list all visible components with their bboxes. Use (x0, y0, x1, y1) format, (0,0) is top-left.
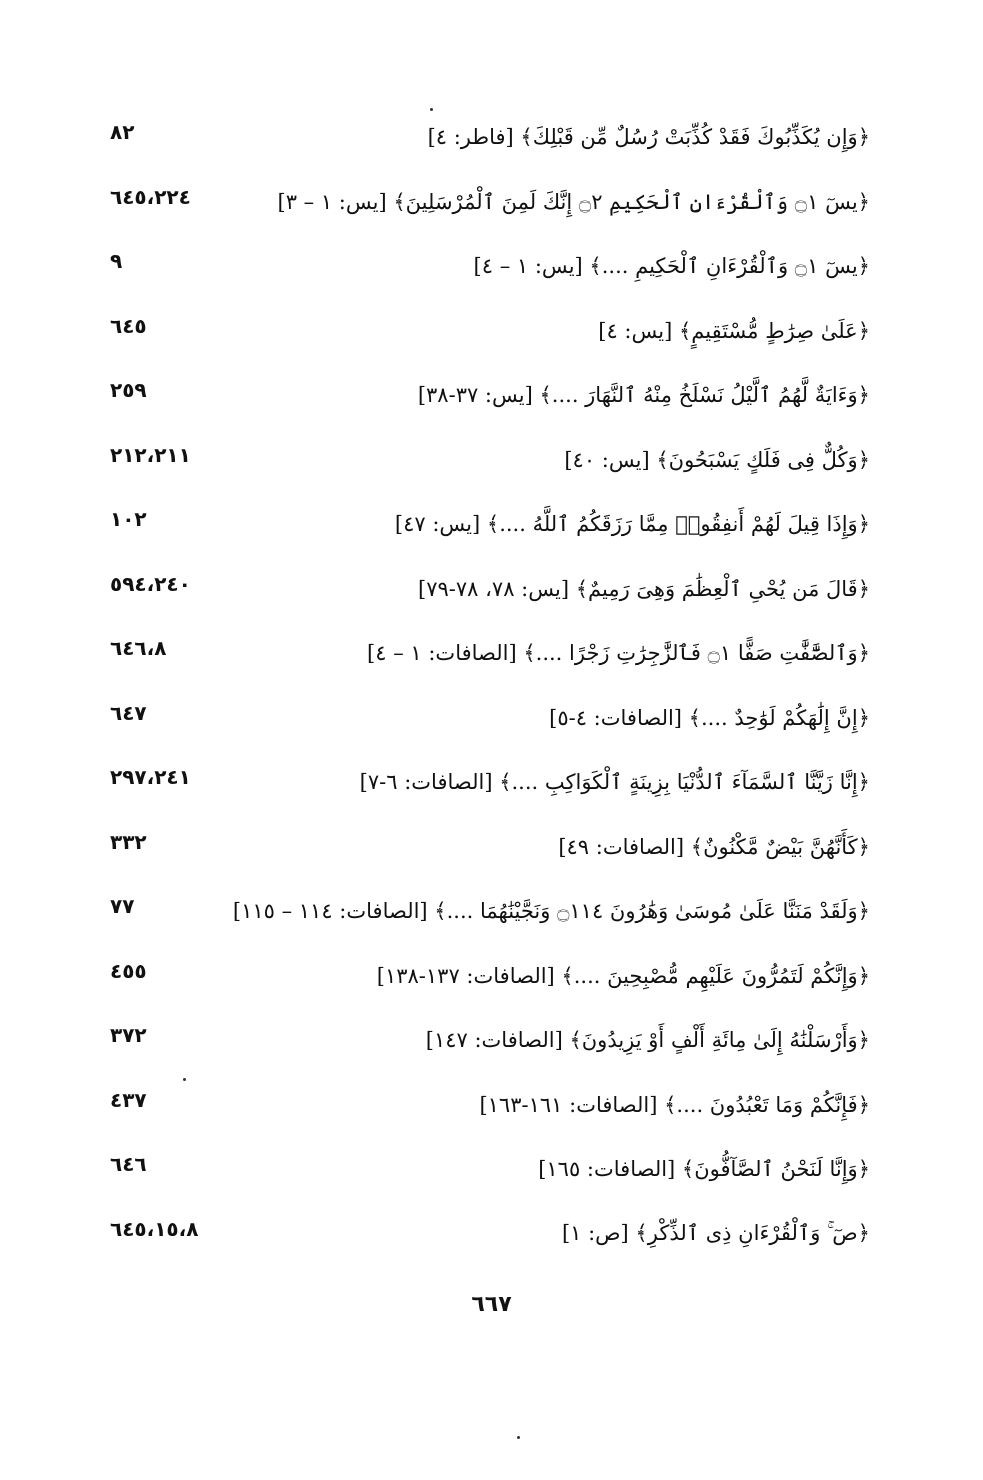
page-references: ٦٤٥،١٥،٨ (110, 1216, 199, 1241)
verse-text: ﴿وَإِن يُكَذِّبُوكَ فَقَدْ كُذِّبَتْ رُسُلٌ مِّن قَبْلِكَ﴾ [فاطر: ٤] (427, 125, 870, 149)
index-entry (100, 822, 870, 887)
page-number: ٦٦٧ (471, 1292, 512, 1317)
index-entry (100, 370, 870, 435)
verse-text: ﴿عَلَىٰ صِرَٰطٍ مُّسْتَقِيمٍ﴾ [يس: ٤] (598, 318, 870, 343)
index-entry (100, 177, 870, 242)
index-entry (100, 1080, 870, 1145)
verse-text: ﴿فَإِنَّكُمْ وَمَا تَعْبُدُونَ ....﴾ [الصافات: ١٦١-١٦٣] (479, 1092, 870, 1117)
verse-text: ﴿وَإِنَّكُمْ لَتَمُرُّونَ عَلَيْهِم مُّصْبِحِينَ ....﴾ [الصافات: ١٣٧-١٣٨] (376, 963, 870, 988)
index-entry (100, 1209, 870, 1274)
verse-text: ﴿وَإِذَا قِيلَ لَهُمْ أَنفِقُوا۟ مِمَّا رَزَقَكُمُ ٱللَّهُ ....﴾ [يس: ٤٧] (394, 512, 870, 536)
scan-speck (517, 1436, 520, 1439)
verse-text: ﴿قَالَ مَن يُحْىِ ٱلْعِظَٰمَ وَهِىَ رَمِيمٌ﴾ [يس: ٧٨، ٧٨-٧٩] (418, 576, 870, 601)
index-entry (100, 241, 870, 306)
verse-text: ﴿وَأَرْسَلْنَٰهُ إِلَىٰ مِائَةِ أَلْفٍ أَوْ يَزِيدُونَ﴾ [الصافات: ١٤٧] (425, 1028, 870, 1052)
page-references: ٢٩٧،٢٤١ (110, 765, 191, 789)
scan-speck (430, 108, 433, 111)
verse-text: ﴿صٓ ۚ وَٱلْقُرْءَانِ ذِى ٱلذِّكْرِ﴾ [ص: ١] (561, 1221, 870, 1245)
page-references: ٤٥٥ (110, 958, 147, 983)
index-entry (100, 1015, 870, 1080)
verse-text: ﴿كَأَنَّهُنَّ بَيْضٌ مَّكْنُونٌ﴾ [الصافات: ٤٩] (558, 834, 870, 859)
index-entry (100, 306, 870, 371)
verse-text: ﴿وَلَقَدْ مَنَنَّا عَلَىٰ مُوسَىٰ وَهَٰرُونَ ۝١١٤ وَنَجَّيْنَٰهُمَا ....﴾ [الصافات: ١١٤ – ١١٥] (232, 899, 870, 923)
verse-text: ﴿وَٱلصَّٰٓفَّٰتِ صَفًّا ۝١ فَٱلزَّٰجِرَٰتِ زَجْرًا ....﴾ [الصافات: ١ – ٤] (367, 641, 870, 665)
page-references: ٧٧ (110, 894, 135, 918)
index-entry (100, 693, 870, 758)
index-entry (100, 435, 870, 500)
scan-speck (183, 1078, 186, 1081)
index-entry (100, 112, 870, 177)
page-references: ٣٧٢ (110, 1023, 147, 1047)
index-entry (100, 886, 870, 951)
verse-text: ﴿يسٓ ۝١ وَٱلْقُرْءَانِ ٱلْحَكِيمِ ۝٢ إِنَّكَ لَمِنَ ٱلْمُرْسَلِينَ﴾ [يس: ١ – ٣] (277, 189, 870, 214)
page-references: ٣٣٢ (110, 829, 147, 854)
verse-text: ﴿وَءَايَةٌ لَّهُمُ ٱلَّيْلُ نَسْلَخُ مِنْهُ ٱلنَّهَارَ ....﴾ [يس: ٣٧-٣٨] (417, 383, 870, 407)
page-references: ٩ (110, 249, 123, 273)
index-entry (100, 499, 870, 564)
page-references: ٤٣٧ (110, 1087, 147, 1112)
page-references: ٥٩٤،٢٤٠ (110, 571, 191, 596)
index-entry (100, 1144, 870, 1209)
page-references: ٦٤٥،٢٢٤ (110, 184, 191, 209)
page-references: ٦٤٦،٨ (110, 636, 167, 660)
page-references: ٨٢ (110, 120, 135, 144)
index-entry (100, 564, 870, 629)
index-entry (100, 757, 870, 822)
index-entry (100, 628, 870, 693)
verse-index-list (100, 112, 870, 1273)
verse-text: ﴿وَإِنَّا لَنَحْنُ ٱلصَّآفُّونَ﴾ [الصافات: ١٦٥] (538, 1157, 870, 1181)
page-references: ٢٥٩ (110, 378, 147, 402)
page-references: ٦٤٦ (110, 1152, 147, 1176)
page-references: ١٠٢ (110, 507, 147, 531)
page-references: ٦٤٧ (110, 700, 147, 725)
verse-text: ﴿يسٓ ۝١ وَٱلْقُرْءَانِ ٱلْحَكِيمِ ....﴾ [يس: ١ – ٤] (473, 254, 870, 278)
index-entry (100, 951, 870, 1016)
verse-text: ﴿إِنَّ إِلَٰهَكُمْ لَوَٰحِدٌ ....﴾ [الصافات: ٤-٥] (549, 705, 870, 730)
page-references: ٦٤٥ (110, 313, 147, 338)
verse-text: ﴿وَكُلٌّ فِى فَلَكٍ يَسْبَحُونَ﴾ [يس: ٤٠] (564, 447, 870, 472)
verse-text: ﴿إِنَّا زَيَّنَّا ٱلسَّمَآءَ ٱلدُّنْيَا بِزِينَةٍ ٱلْكَوَاكِبِ ....﴾ [الصافات: ٦-٧] (359, 770, 870, 794)
page-references: ٢١٢،٢١١ (110, 442, 191, 467)
